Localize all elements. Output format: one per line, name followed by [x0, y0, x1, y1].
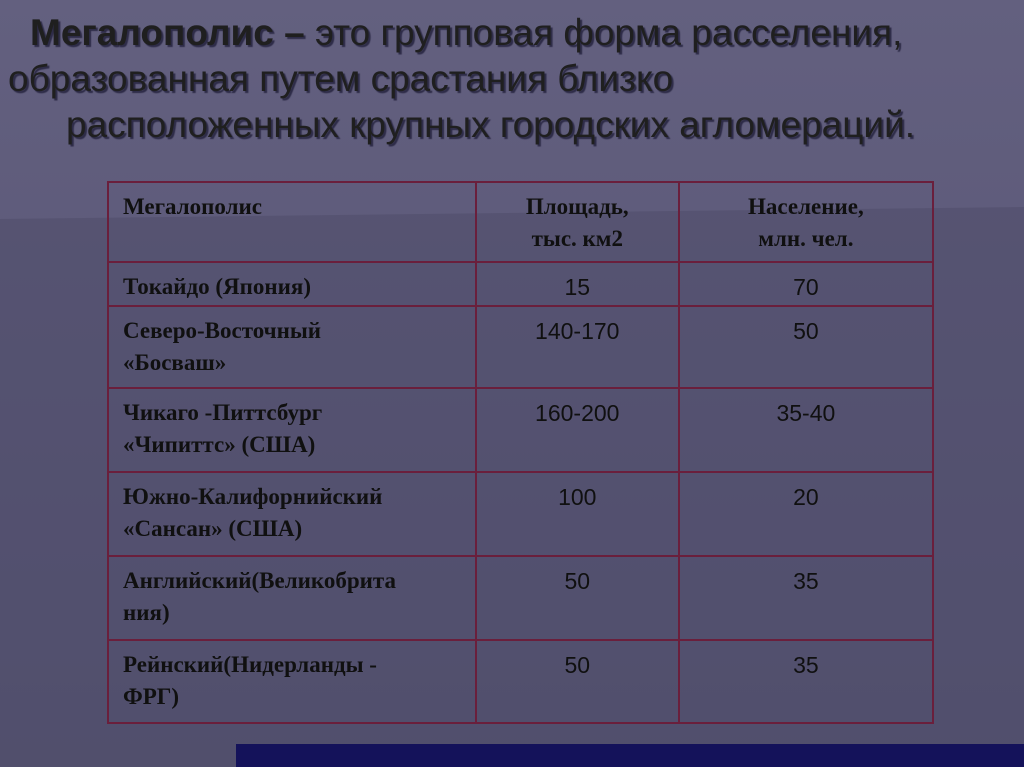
row-name-line1: Рейнский(Нидерланды -: [123, 652, 377, 677]
row-name: [108, 388, 476, 472]
header-area-line1: Площадь,: [525, 194, 629, 219]
row-area: 50: [476, 640, 679, 723]
row-name-line2: «Чипиттс» (США): [123, 432, 316, 457]
row-name-line1: Чикаго -Питтсбург: [123, 400, 323, 425]
footer-bar: [236, 744, 1024, 767]
row-area: 140-170: [476, 306, 679, 388]
row-name: [108, 306, 476, 388]
header-population-line2: млн. чел.: [758, 226, 854, 251]
row-population: 35: [679, 640, 933, 723]
header-population: [679, 182, 933, 262]
title-line-3: расположенных крупных городских агломераций.: [66, 104, 916, 145]
row-name-line1: Южно-Калифорнийский: [123, 484, 383, 509]
table-row: [108, 262, 933, 306]
row-name-line1: Английский(Великобрита: [123, 568, 396, 593]
table-row: [108, 640, 933, 723]
row-name-line2: «Босваш»: [123, 350, 227, 375]
row-area: 15: [476, 262, 679, 306]
row-name: [108, 556, 476, 640]
row-population: 35-40: [679, 388, 933, 472]
megalopolis-table: [107, 181, 934, 724]
title-line-1: [30, 10, 902, 56]
title-definition: это групповая форма расселения,: [304, 12, 903, 53]
row-population: 50: [679, 306, 933, 388]
row-population: 35: [679, 556, 933, 640]
row-name: [108, 472, 476, 556]
row-name-line1: Токайдо (Япония): [123, 274, 311, 299]
title-term: Мегалополис –: [30, 12, 305, 53]
row-population: 20: [679, 472, 933, 556]
row-name: [108, 262, 476, 306]
header-area: [476, 182, 679, 262]
header-area-line2: тыс. км2: [531, 226, 623, 251]
row-population: 70: [679, 262, 933, 306]
row-name: [108, 640, 476, 723]
row-name-line2: ФРГ): [123, 684, 180, 709]
table-row: [108, 388, 933, 472]
row-area: 50: [476, 556, 679, 640]
table-row: [108, 556, 933, 640]
table-row: [108, 472, 933, 556]
row-area: 100: [476, 472, 679, 556]
table-header-row: [108, 182, 933, 262]
row-name-line2: ния): [123, 600, 170, 625]
header-population-line1: Население,: [748, 194, 864, 219]
row-name-line2: «Сансан» (США): [123, 516, 303, 541]
table-row: [108, 306, 933, 388]
header-megalopolis: Мегалополис: [108, 182, 476, 262]
row-name-line1: Северо-Восточный: [123, 318, 322, 343]
title-line-2: образованная путем срастания близко: [8, 58, 674, 99]
row-area: 160-200: [476, 388, 679, 472]
